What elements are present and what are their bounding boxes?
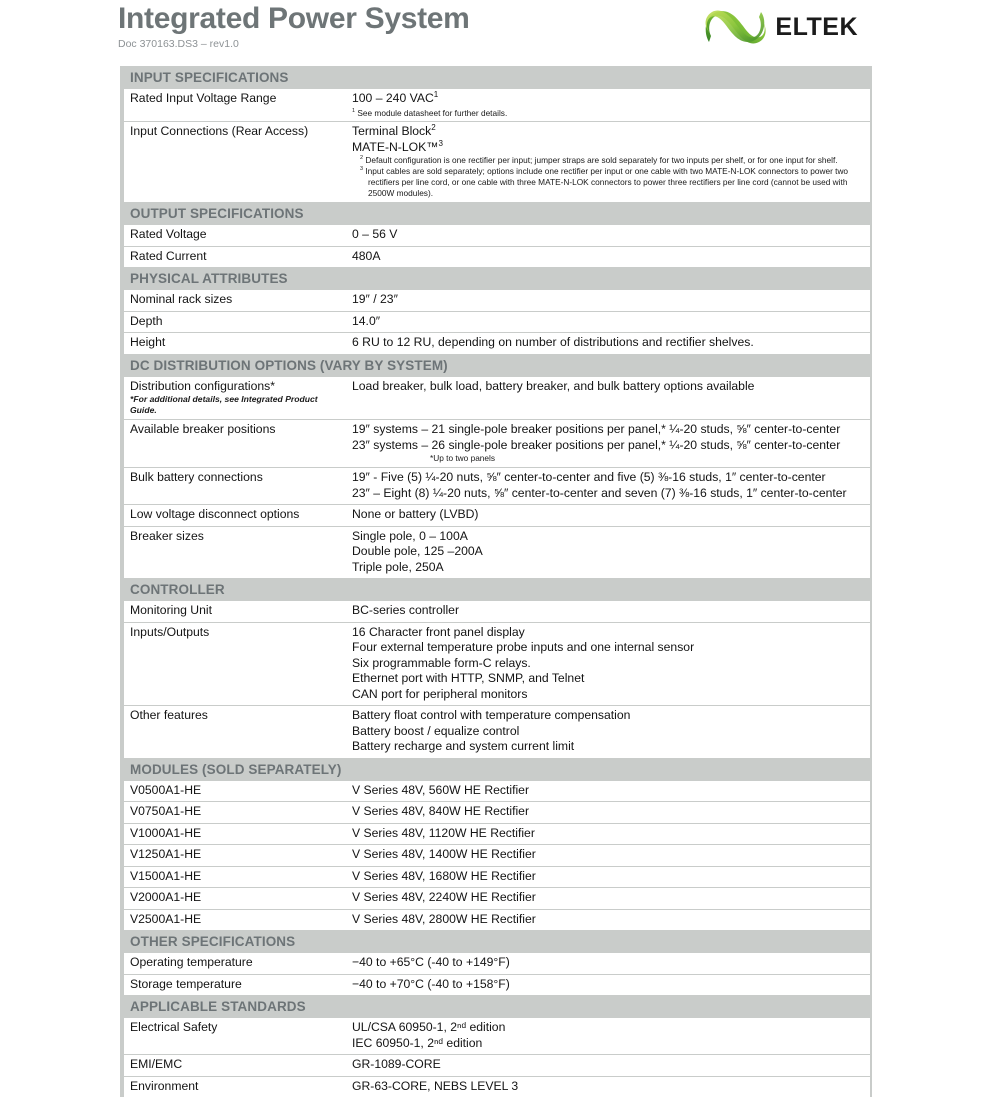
spec-label-text: Low voltage disconnect options xyxy=(130,507,300,521)
spec-label-text: V0750A1-HE xyxy=(130,804,202,818)
spec-label xyxy=(124,1055,346,1077)
spec-label xyxy=(124,622,346,706)
spec-label-text: Rated Voltage xyxy=(130,227,207,241)
spec-label xyxy=(124,246,346,267)
section-heading: MODULES (SOLD SEPARATELY) xyxy=(120,758,872,781)
spec-table xyxy=(124,953,870,995)
table-row xyxy=(124,246,870,267)
spec-value-line: None or battery (LVBD) xyxy=(352,507,479,521)
table-row xyxy=(124,953,870,974)
spec-table xyxy=(124,377,870,579)
spec-footnote: $^3$ Input cables are sold separately; options include one rectifier per input or one cable with two MATE-N-LOK connectors to power two rectifiers per line cord, or one cable with three MATE-N-LOK connectors to power three rectifiers per line cord (cannot be used with 2500W modules). xyxy=(360,166,849,198)
spec-value-line: 19″ - Five (5) ¼-20 nuts, ⅝″ center-to-center and five (5) ⅜-16 studs, 1″ center-to-center xyxy=(352,470,826,484)
spec-label xyxy=(124,122,346,203)
eltek-ribbon-icon xyxy=(701,6,769,48)
spec-label-text: Inputs/Outputs xyxy=(130,624,210,639)
spec-value-line: GR-1089-CORE xyxy=(352,1057,441,1071)
spec-value xyxy=(346,333,870,354)
spec-value-line: 16 Character front panel display xyxy=(352,624,525,639)
spec-label-text: V2500A1-HE xyxy=(130,911,202,926)
spec-label xyxy=(124,845,346,867)
document-reference: Doc 370163.DS3 – rev1.0 xyxy=(118,38,239,50)
spec-label xyxy=(124,505,346,527)
spec-label xyxy=(124,802,346,824)
spec-label-text: Other features xyxy=(130,708,208,722)
spec-label xyxy=(124,1076,346,1097)
spec-value xyxy=(346,601,870,622)
table-row xyxy=(124,526,870,578)
spec-table xyxy=(124,225,870,267)
spec-value-line: 19″ / 23″ xyxy=(352,292,398,306)
spec-label xyxy=(124,377,346,420)
spec-value xyxy=(346,526,870,578)
spec-value-line: IEC 60950-1, 2ⁿᵈ edition xyxy=(352,1035,483,1050)
spec-label xyxy=(124,89,346,122)
spec-label xyxy=(124,290,346,311)
spec-value-line: 480A xyxy=(352,248,381,263)
spec-label xyxy=(124,225,346,246)
spec-value xyxy=(346,225,870,246)
spec-label-text: Rated Input Voltage Range xyxy=(130,91,277,105)
spec-value-line: GR-63-CORE, NEBS LEVEL 3 xyxy=(352,1078,519,1093)
spec-value xyxy=(346,802,870,824)
section-heading: CONTROLLER xyxy=(120,578,872,601)
table-row xyxy=(124,333,870,354)
spec-value-line: Battery recharge and system current limit xyxy=(352,739,575,753)
table-row xyxy=(124,866,870,888)
spec-value xyxy=(346,974,870,995)
section-heading: DC DISTRIBUTION OPTIONS (VARY BY SYSTEM) xyxy=(120,354,872,377)
spec-footnote: $^2$ Default configuration is one rectifier per input; jumper straps are sold separately for two inputs per shelf, or for one input for shelf. xyxy=(360,155,838,165)
spec-label xyxy=(124,781,346,802)
table-row xyxy=(124,802,870,824)
table-row xyxy=(124,505,870,527)
spec-label xyxy=(124,888,346,910)
spec-label-text: Depth xyxy=(130,313,163,328)
spec-label-text: Breaker sizes xyxy=(130,528,204,543)
spec-value-line: UL/CSA 60950-1, 2ⁿᵈ edition xyxy=(352,1020,506,1034)
spec-label-text: Environment xyxy=(130,1078,199,1093)
spec-value-line: 0 – 56 V xyxy=(352,227,398,241)
table-row xyxy=(124,888,870,910)
table-row xyxy=(124,1055,870,1077)
spec-value-line: 23″ – Eight (8) ¼-20 nuts, ⅝″ center-to-center and seven (7) ⅜-16 studs, 1″ center-to-center xyxy=(352,485,847,500)
spec-value-line: V Series 48V, 840W HE Rectifier xyxy=(352,804,530,818)
eltek-wordmark: ELTEK xyxy=(775,12,858,41)
spec-label-note: *For additional details, see Integrated Product Guide. xyxy=(130,394,318,415)
spec-value xyxy=(346,706,870,758)
spec-label-text: V1000A1-HE xyxy=(130,825,202,840)
spec-value xyxy=(346,866,870,888)
spec-value xyxy=(346,888,870,910)
spec-label-text: Bulk battery connections xyxy=(130,470,263,484)
table-row xyxy=(124,909,870,930)
spec-value-line: V Series 48V, 2240W HE Rectifier xyxy=(352,890,536,904)
spec-label-text: Electrical Safety xyxy=(130,1020,218,1034)
table-row xyxy=(124,845,870,867)
title-block xyxy=(118,2,470,50)
spec-value xyxy=(346,1018,870,1055)
table-row xyxy=(124,225,870,246)
eltek-logo xyxy=(701,6,858,48)
spec-label xyxy=(124,823,346,845)
spec-label xyxy=(124,601,346,622)
spec-value-line: V Series 48V, 1400W HE Rectifier xyxy=(352,847,536,861)
spec-label xyxy=(124,526,346,578)
table-row xyxy=(124,89,870,122)
spec-label xyxy=(124,1018,346,1055)
spec-value-line: Single pole, 0 – 100A xyxy=(352,528,468,543)
spec-table xyxy=(124,781,870,931)
table-row xyxy=(124,1018,870,1055)
spec-value-line: 23″ systems – 26 single-pole breaker positions per panel,* ¼-20 studs, ⅝″ center-to-center xyxy=(352,437,841,452)
spec-table xyxy=(124,601,870,758)
table-row xyxy=(124,622,870,706)
spec-label xyxy=(124,333,346,354)
table-row xyxy=(124,1076,870,1097)
spec-value-line: Battery boost / equalize control xyxy=(352,723,520,738)
table-row xyxy=(124,311,870,333)
spec-value-line: Triple pole, 250A xyxy=(352,559,444,574)
spec-value xyxy=(346,823,870,845)
spec-value-line: Battery float control with temperature compensation xyxy=(352,708,631,722)
spec-value xyxy=(346,290,870,311)
spec-label-text: Height xyxy=(130,335,166,349)
spec-value-line: Terminal Block$^2$ xyxy=(352,122,436,138)
spec-value-line: 6 RU to 12 RU, depending on number of distributions and rectifier shelves. xyxy=(352,335,754,349)
spec-value xyxy=(346,89,870,122)
spec-label xyxy=(124,909,346,930)
spec-label-text: V1250A1-HE xyxy=(130,847,202,861)
spec-label xyxy=(124,974,346,995)
spec-value xyxy=(346,505,870,527)
spec-value xyxy=(346,246,870,267)
document-header xyxy=(0,0,1000,66)
spec-label-text: Storage temperature xyxy=(130,976,242,991)
spec-footnote: $^1$ See module datasheet for further details. xyxy=(352,107,508,118)
table-row xyxy=(124,420,870,468)
spec-table xyxy=(124,89,870,202)
spec-value xyxy=(346,845,870,867)
spec-label-text: V2000A1-HE xyxy=(130,890,202,904)
section-heading: PHYSICAL ATTRIBUTES xyxy=(120,267,872,290)
spec-label-text: Nominal rack sizes xyxy=(130,292,233,306)
section-heading: INPUT SPECIFICATIONS xyxy=(120,66,872,89)
specification-sheet xyxy=(120,66,872,1097)
spec-value xyxy=(346,1076,870,1097)
section-heading: APPLICABLE STANDARDS xyxy=(120,995,872,1018)
spec-value xyxy=(346,622,870,706)
spec-value xyxy=(346,311,870,333)
spec-value-line: BC-series controller xyxy=(352,603,460,617)
spec-value-line: −40 to +70°C (-40 to +158°F) xyxy=(352,976,510,991)
spec-label-text: Rated Current xyxy=(130,248,207,263)
spec-value-line: CAN port for peripheral monitors xyxy=(352,686,528,701)
spec-value-line: 100 – 240 VAC$^1$ xyxy=(352,89,439,105)
spec-value-line: Six programmable form-C relays. xyxy=(352,655,531,670)
spec-value-line: 19″ systems – 21 single-pole breaker positions per panel,* ¼-20 studs, ⅝″ center-to-center xyxy=(352,422,841,436)
spec-label xyxy=(124,953,346,974)
spec-value xyxy=(346,909,870,930)
spec-value-line: Ethernet port with HTTP, SNMP, and Telnet xyxy=(352,671,585,685)
spec-table xyxy=(124,290,870,354)
spec-value-line: V Series 48V, 2800W HE Rectifier xyxy=(352,911,536,926)
table-row xyxy=(124,601,870,622)
table-row xyxy=(124,706,870,758)
spec-value xyxy=(346,781,870,802)
spec-label-text: Operating temperature xyxy=(130,955,253,969)
table-row xyxy=(124,823,870,845)
spec-label-text: Available breaker positions xyxy=(130,422,276,436)
spec-value-line: MATE-N-LOK™$^3$ xyxy=(352,138,443,154)
table-row xyxy=(124,377,870,420)
spec-value xyxy=(346,953,870,974)
spec-label-text: Monitoring Unit xyxy=(130,603,212,617)
spec-label-text: Distribution configurations* xyxy=(130,378,275,393)
spec-value-line: Four external temperature probe inputs and one internal sensor xyxy=(352,640,695,654)
spec-value-line: Load breaker, bulk load, battery breaker, and bulk battery options available xyxy=(352,378,755,393)
page-title: Integrated Power System xyxy=(118,2,470,35)
spec-label-text: V0500A1-HE xyxy=(130,782,202,797)
spec-label xyxy=(124,311,346,333)
spec-value xyxy=(346,377,870,420)
spec-label-text: V1500A1-HE xyxy=(130,868,202,883)
spec-value-line: 14.0″ xyxy=(352,313,381,328)
spec-table xyxy=(124,1018,870,1097)
spec-value xyxy=(346,1055,870,1077)
spec-label xyxy=(124,866,346,888)
spec-label xyxy=(124,706,346,758)
spec-label-text: EMI/EMC xyxy=(130,1057,183,1071)
spec-value xyxy=(346,468,870,505)
spec-value xyxy=(346,420,870,468)
table-row xyxy=(124,122,870,203)
spec-value-line: V Series 48V, 1120W HE Rectifier xyxy=(352,825,535,840)
section-heading: OTHER SPECIFICATIONS xyxy=(120,930,872,953)
spec-value-line: Double pole, 125 –200A xyxy=(352,544,483,558)
table-row xyxy=(124,468,870,505)
table-row xyxy=(124,781,870,802)
spec-value-line: V Series 48V, 560W HE Rectifier xyxy=(352,782,530,797)
table-row xyxy=(124,290,870,311)
table-row xyxy=(124,974,870,995)
spec-label xyxy=(124,468,346,505)
section-heading: OUTPUT SPECIFICATIONS xyxy=(120,202,872,225)
spec-label xyxy=(124,420,346,468)
spec-footnote: *Up to two panels xyxy=(430,453,496,463)
spec-value xyxy=(346,122,870,203)
spec-value-line: −40 to +65°C (-40 to +149°F) xyxy=(352,955,510,969)
spec-value-line: V Series 48V, 1680W HE Rectifier xyxy=(352,868,536,883)
spec-label-text: Input Connections (Rear Access) xyxy=(130,124,309,138)
